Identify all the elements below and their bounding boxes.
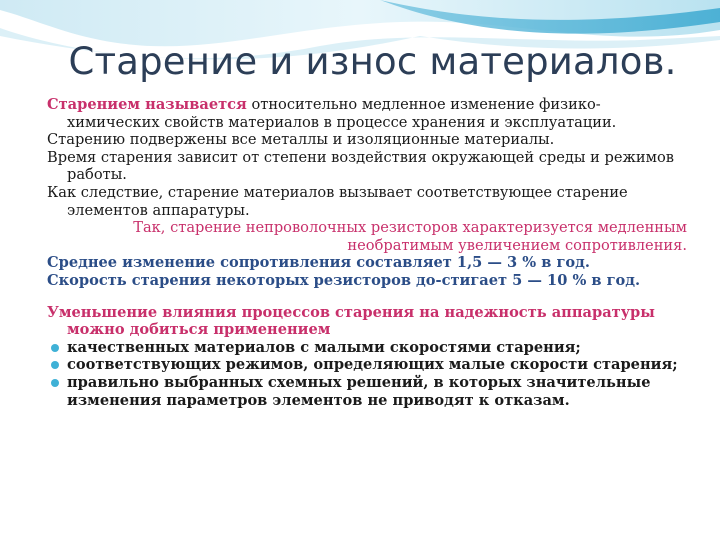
paragraph-average-change: Среднее изменение сопротивления составляет 1,5 — 3 % в год. [47,254,590,272]
list-item: соответствующих режимов, определяющих малые скорости старения; [47,356,687,374]
slide-body [47,96,687,409]
paragraph-metals: Старению подвержены все металлы и изоляционные материалы. [47,131,555,149]
paragraph-consequence: Как следствие, старение материалов вызывает соответствующее старение элементов аппаратуры. [47,183,628,219]
list-item: правильно выбранных схемных решений, в которых значительные изменения параметров элементов не приводят к отказам. [47,374,687,409]
bullet-icon [51,361,59,369]
paragraph-resistors: Так, старение непроволочных резисторов характеризуется медленным необратимым увеличением сопротивления. [133,219,687,254]
bullet-list [47,339,687,409]
definition-term: Старением называется [47,96,247,113]
paragraph-time: Время старения зависит от степени воздействия окружающей среды и режимов работы. [47,148,675,184]
definition-text: относительно медленное изменение физико-химических свойств материалов в процессе хранения и эксплуатации. [67,96,617,131]
definition-paragraph [47,96,687,131]
slide-title: Старение и износ материалов. [68,40,677,83]
paragraph-aging-rate: Скорость старения некоторых резисторов до-стигает 5 — 10 % в год. [47,271,641,289]
bullet-icon [51,379,59,387]
list-item: качественных материалов с малыми скоростями старения; [47,339,687,357]
reduction-intro: Уменьшение влияния процессов старения на надежность аппаратуры можно добиться применением [47,303,655,339]
bullet-icon [51,344,59,352]
